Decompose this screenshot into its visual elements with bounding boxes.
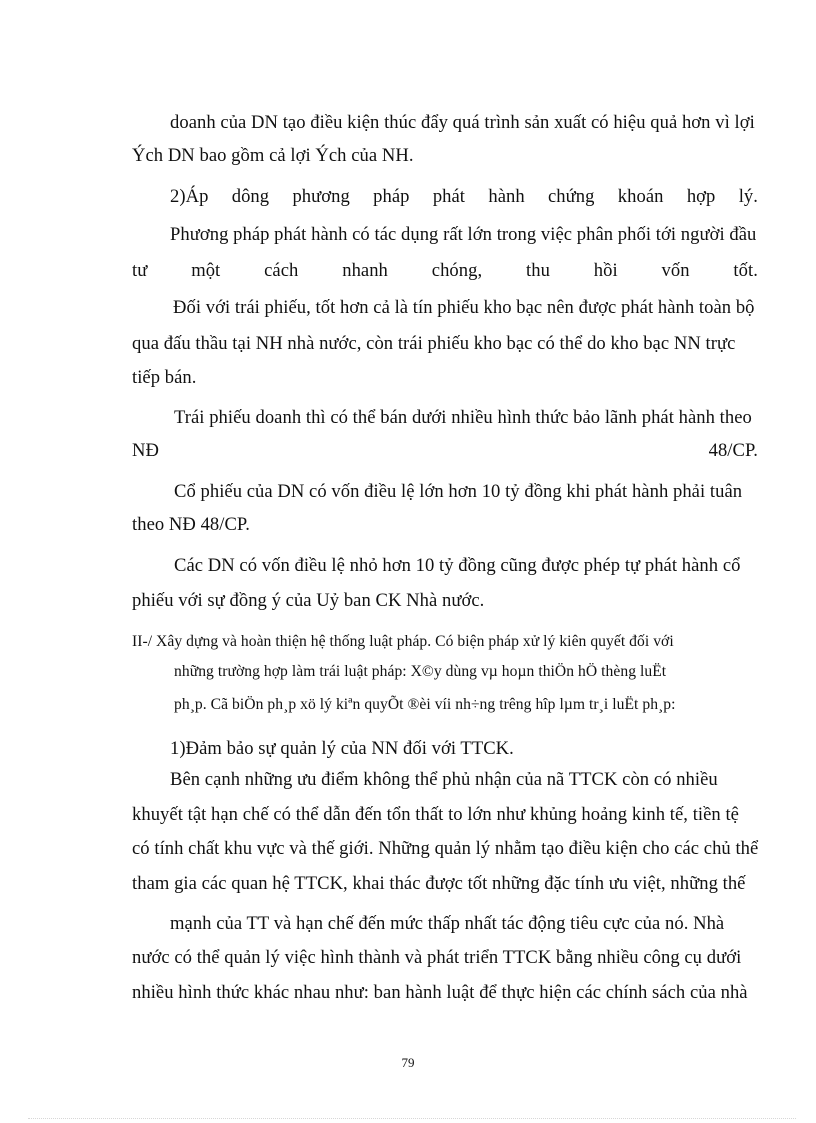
text-line: theo NĐ 48/CP. (132, 514, 250, 535)
text-line: nhiều hình thức khác nhau như: ban hành luật để thực hiện các chính sách của nhà (132, 982, 748, 1003)
text-line: phiếu với sự đồng ý của Uỷ ban CK Nhà nước. (132, 590, 485, 611)
word: phát (432, 186, 466, 207)
section-heading: II-/ Xây dựng và hoàn thiện hệ thống luật pháp. Có biện pháp xử lý kiên quyết đối với (132, 633, 674, 650)
text-line (132, 259, 758, 283)
text-line: Cổ phiếu của DN có vốn điều lệ lớn hơn 10 tỷ đồng khi phát hành phải tuân (174, 481, 743, 502)
section-heading: ph¸p. Cã biÖn ph¸p xö lý kiªn quyÕt ®èi víi nh÷ng trêng hîp lµm tr¸i luËt ph¸p: (174, 696, 676, 713)
text-line: tiếp bán. (132, 367, 197, 388)
page-number: 79 (401, 1055, 415, 1070)
text-line: qua đấu thầu tại NH nhà nước, còn trái phiếu kho bạc có thể do kho bạc NN trực (132, 333, 736, 354)
paragraph-heading (170, 185, 758, 209)
word: khoán (617, 186, 664, 207)
word: dông (231, 186, 270, 207)
word: một (191, 260, 221, 281)
word: 48/CP. (708, 440, 758, 461)
word: tốt. (733, 260, 758, 281)
word: chứng (548, 186, 595, 207)
word: cách (264, 260, 299, 281)
word: NĐ (132, 440, 159, 461)
word: phương (292, 186, 350, 207)
text-line: có tính chất khu vực và thế giới. Những quản lý nhằm tạo điều kiện cho các chủ thể (132, 838, 759, 859)
text-line: khuyết tật hạn chế có thể dẫn đến tổn thất to lớn như khủng hoảng kinh tế, tiền tệ (132, 804, 739, 825)
word: lý. (738, 186, 758, 207)
text-line: Phương pháp phát hành có tác dụng rất lớn trong việc phân phối tới người đầu (170, 224, 757, 245)
text-line: tham gia các quan hệ TTCK, khai thác được tốt những đặc tính ưu việt, những thế (132, 873, 746, 894)
section-heading: những trường hợp làm trái luật pháp: X©y dùng vµ hoµn thiÖn hÖ thèng luËt (174, 663, 667, 680)
text-line: Đối với trái phiếu, tốt hơn cả là tín phiếu kho bạc nên được phát hành toàn bộ (173, 297, 755, 318)
word: nhanh (342, 260, 388, 281)
word: hồi (593, 260, 618, 281)
text-line: mạnh của TT và hạn chế đến mức thấp nhất tác động tiêu cực của nó. Nhà (170, 913, 725, 934)
text-line (132, 439, 758, 463)
text-line: Các DN có vốn điều lệ nhỏ hơn 10 tỷ đồng cũng được phép tự phát hành cổ (174, 555, 741, 576)
text-line (170, 111, 758, 135)
word: thu (526, 260, 550, 281)
word: chóng, (431, 260, 483, 281)
text-span: doanh của DN tạo điều kiện thúc đẩy quá trình sản xuất có hiệu quả hơn vì lợi (170, 112, 755, 133)
word: hợp (686, 186, 716, 207)
text-line: nước có thể quản lý việc hình thành và phát triển TTCK bằng nhiều công cụ dưới (132, 947, 742, 968)
word: hành (488, 186, 525, 207)
text-line: Ých DN bao gồm cả lợi Ých của NH. (132, 145, 414, 166)
word: pháp (373, 186, 410, 207)
word: 2)Áp (170, 186, 209, 207)
word: vốn (661, 260, 690, 281)
subsection-heading: 1)Đảm bảo sự quản lý của NN đối với TTCK. (170, 738, 514, 759)
text-line: Trái phiếu doanh thì có thể bán dưới nhiều hình thức bảo lãnh phát hành theo (174, 407, 752, 428)
text-line: Bên cạnh những ưu điểm không thể phủ nhận của nã TTCK còn có nhiều (170, 769, 718, 790)
word: tư (132, 260, 148, 281)
page-divider (28, 1118, 796, 1119)
